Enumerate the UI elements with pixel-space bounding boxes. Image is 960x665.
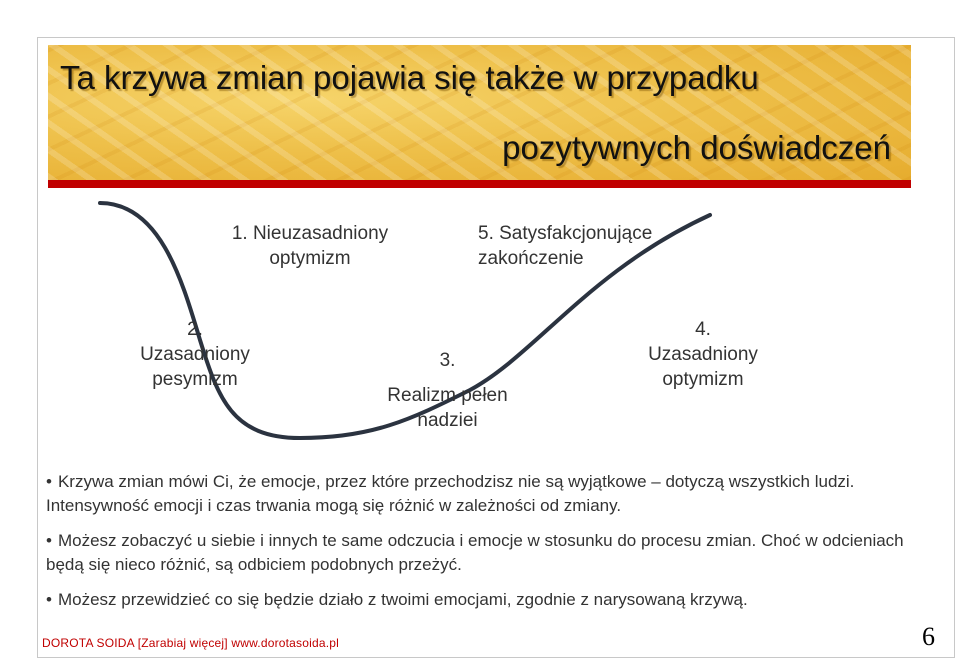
- stage-4-line-3: optymizm: [662, 369, 744, 390]
- bullet-1-text: Krzywa zmian mówi Ci, że emocje, przez które przechodzisz nie są wyjątkowe – dotyczą wszystkich ludzi. Intensywność emocji i czas trwania mogą się różnić w zależności od zmiany.: [46, 472, 855, 515]
- stage-2-line-1: 2.: [187, 319, 203, 340]
- title-line-1: Ta krzywa zmian pojawia się także w przypadku: [60, 59, 759, 96]
- bullet-2-text: Możesz zobaczyć u siebie i innych te same odczucia i emocje w stosunku do procesu zmian. Choć w odcieniach będą się nieco różnić, są odbiciem podobnych przeżyć.: [46, 531, 904, 574]
- stage-5-label: [478, 221, 708, 271]
- stage-2-line-3: pesymizm: [152, 369, 238, 390]
- stage-4-line-2: Uzasadniony: [648, 344, 758, 365]
- stage-2-label: [115, 317, 275, 392]
- stage-2-line-2: Uzasadniony: [140, 344, 250, 365]
- page-number: 6: [922, 622, 935, 651]
- stage-5-line-2: zakończenie: [478, 248, 584, 269]
- stage-1-line-2: optymizm: [269, 248, 351, 269]
- stage-3-label: [350, 348, 545, 433]
- bullet-3-text: Możesz przewidzieć co się będzie działo z twoimi emocjami, zgodnie z narysowaną krzywą.: [57, 590, 748, 609]
- stage-3-line-1: 3.: [439, 350, 456, 371]
- bullet-item: • Krzywa zmian mówi Ci, że emocje, przez które przechodzisz nie są wyjątkowe – dotyczą wszystkich ludzi. Intensywność emocji i czas trwania mogą się różnić w zależności od zmiany.: [46, 472, 855, 515]
- stage-4-label: [618, 317, 788, 392]
- bullet-list: [46, 470, 926, 623]
- stage-4-line-1: 4.: [695, 319, 711, 340]
- stage-1-line-1: 1. Nieuzasadniony: [231, 223, 389, 244]
- stage-5-line-1: 5. Satysfakcjonujące: [478, 223, 653, 244]
- stage-1-label: [210, 221, 410, 271]
- bullet-item: • Możesz przewidzieć co się będzie działo z twoimi emocjami, zgodnie z narysowaną krzywą.: [46, 590, 748, 609]
- bullet-item: • Możesz zobaczyć u siebie i innych te same odczucia i emocje w stosunku do procesu zmian. Choć w odcieniach będą się nieco różnić, są odbiciem podobnych przeżyć.: [46, 531, 904, 574]
- stage-3-line-2: Realizm pełen: [387, 385, 508, 406]
- stage-3-line-3: nadziei: [417, 410, 478, 431]
- title-line-2: pozytywnych doświadczeń: [502, 129, 891, 166]
- footer-credit: DOROTA SOIDA [Zarabiaj więcej] www.dorotasoida.pl: [42, 636, 340, 650]
